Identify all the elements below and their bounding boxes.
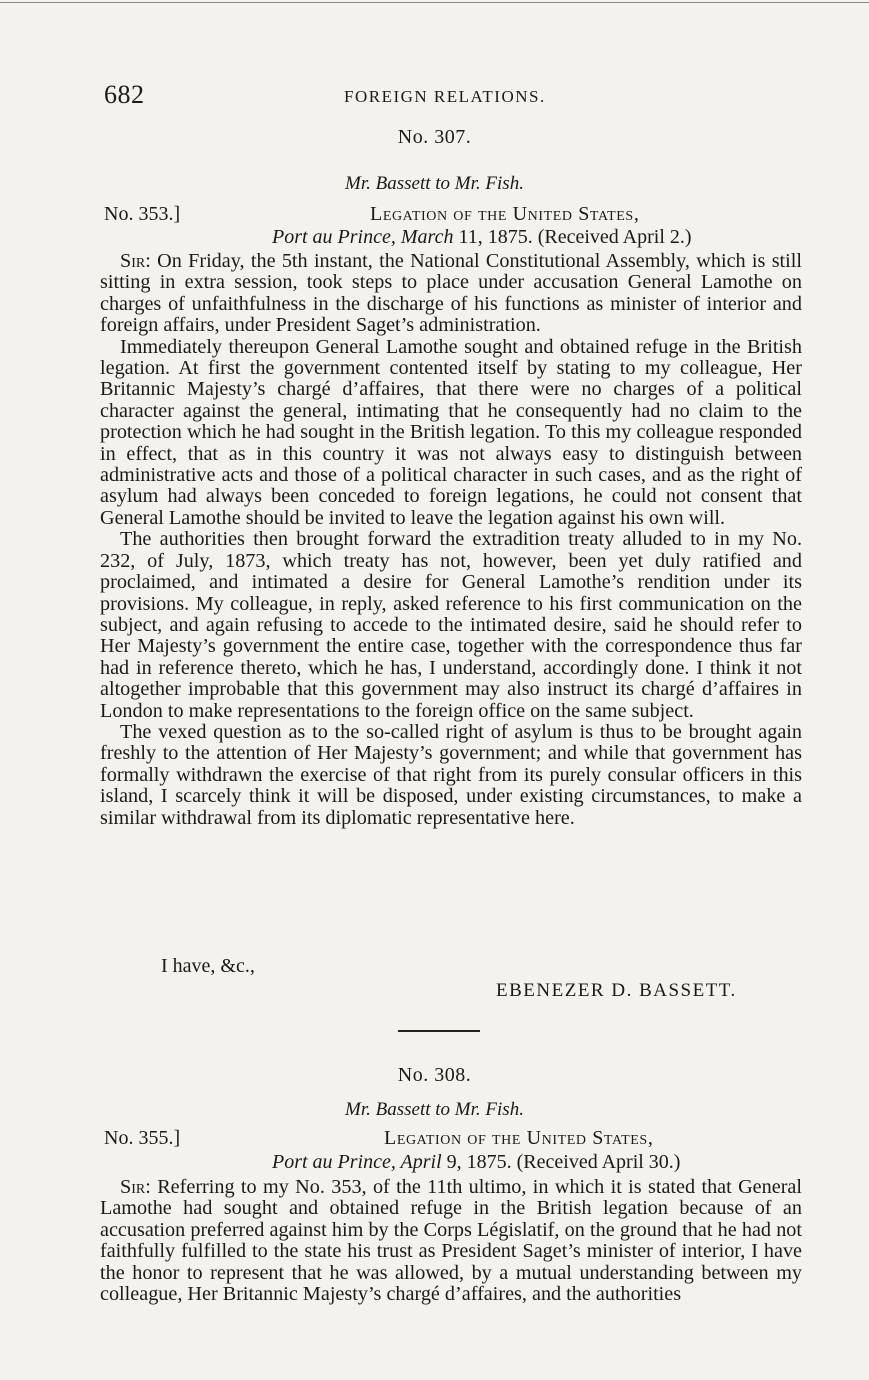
document-number: No. 308. [397,1064,472,1086]
date-received: 9, 1875. (Received April 30.) [441,1151,681,1173]
salutation: Sir [120,1176,146,1198]
paragraph [100,251,802,337]
date-received: 11, 1875. (Received April 2.) [453,226,692,248]
place-date: Port au Prince, April [272,1151,442,1173]
section-divider [398,1030,480,1032]
document-number: No. 307. [397,126,472,148]
dateline [272,226,692,249]
letter-address: Mr. Bassett to Mr. Fish. [345,1099,524,1120]
paragraph: The vexed question as to the so-called right of asylum is thus to be brought again freshly to the attention of Her Majesty’s government; and while that government has formally withdrawn the exercise of that right from its purely consular officers in this island, I scarcely think it will be disposed, under existing circumstances, to make a similar withdrawal from its diplomatic representative here. [100,720,802,829]
dateline [272,1151,680,1174]
page-header [104,80,804,110]
dispatch-ref: No. 353.] [104,203,181,225]
letter-body [100,251,802,829]
paragraph: Immediately thereupon General Lamothe sought and obtained refuge in the British legation. At first the government contented itself by stating to my colleague, Her Britannic Majesty’s chargé d’affaires, that there were no charges of a political character against the general, intimating that he consequently had no claim to the protection which he had sought in the British legation. To this my colleague responded in effect, that as in this country it was not always easy to distinguish between administrative acts and those of a political character in such cases, and as the right of asylum had always been conceded to foreign legations, he could not consent that General Lamothe should be invited to leave the legation against his own will. [100,335,802,529]
place-date: Port au Prince, March [272,226,454,248]
page-number: 682 [104,80,145,109]
salutation: Sir [120,250,146,272]
legation-heading: Legation of the United States, [384,1127,654,1149]
closing: I have, &c., [161,955,255,977]
paragraph: The authorities then brought forward the extradition treaty alluded to in my No. 232, of July, 1873, which treaty has not, however, been yet duly ratified and proclaimed, and intimated a desire for General Lamothe’s rendition under its provisions. My colleague, in reply, asked reference to his first communication on the subject, and again refusing to accede to the intimated desire, said he should refer to Her Majesty’s government the entire case, together with the correspondence thus far had in reference thereto, which he has, I understand, accordingly done. I think it not altogether improbable that this government may also instruct its chargé d’affaires in London to make representations to the foreign office on the same subject. [100,528,802,722]
top-rule [0,2,869,3]
paragraph [100,1177,802,1305]
paragraph-text: : On Friday, the 5th instant, the National Constitutional Assembly, which is still sitting in extra session, took steps to place under accusation General Lamothe on charges of unfaithfulness in the discharge of his functions as minister of interior and foreign affairs, under President Saget’s administration. [100,250,802,337]
paragraph-text: : Referring to my No. 353, of the 11th ultimo, in which it is stated that General Lamothe had sought and obtained refuge in the British legation because of an accusation preferred against him by the Corps Législatif, on the ground that he had not faithfully fulfilled to the state his trust as President Saget’s minister of interior, I have the honor to represent that he was allowed, by a mutual understanding between my colleague, Her Britannic Majesty’s chargé d’affaires, and the authorities [100,1176,802,1306]
running-title: FOREIGN RELATIONS. [344,87,546,106]
signature: EBENEZER D. BASSETT. [496,980,737,1001]
dispatch-ref: No. 355.] [104,1127,181,1149]
legation-heading: Legation of the United States, [370,203,640,225]
letter-body [100,1177,802,1305]
letter-address: Mr. Bassett to Mr. Fish. [345,173,524,194]
